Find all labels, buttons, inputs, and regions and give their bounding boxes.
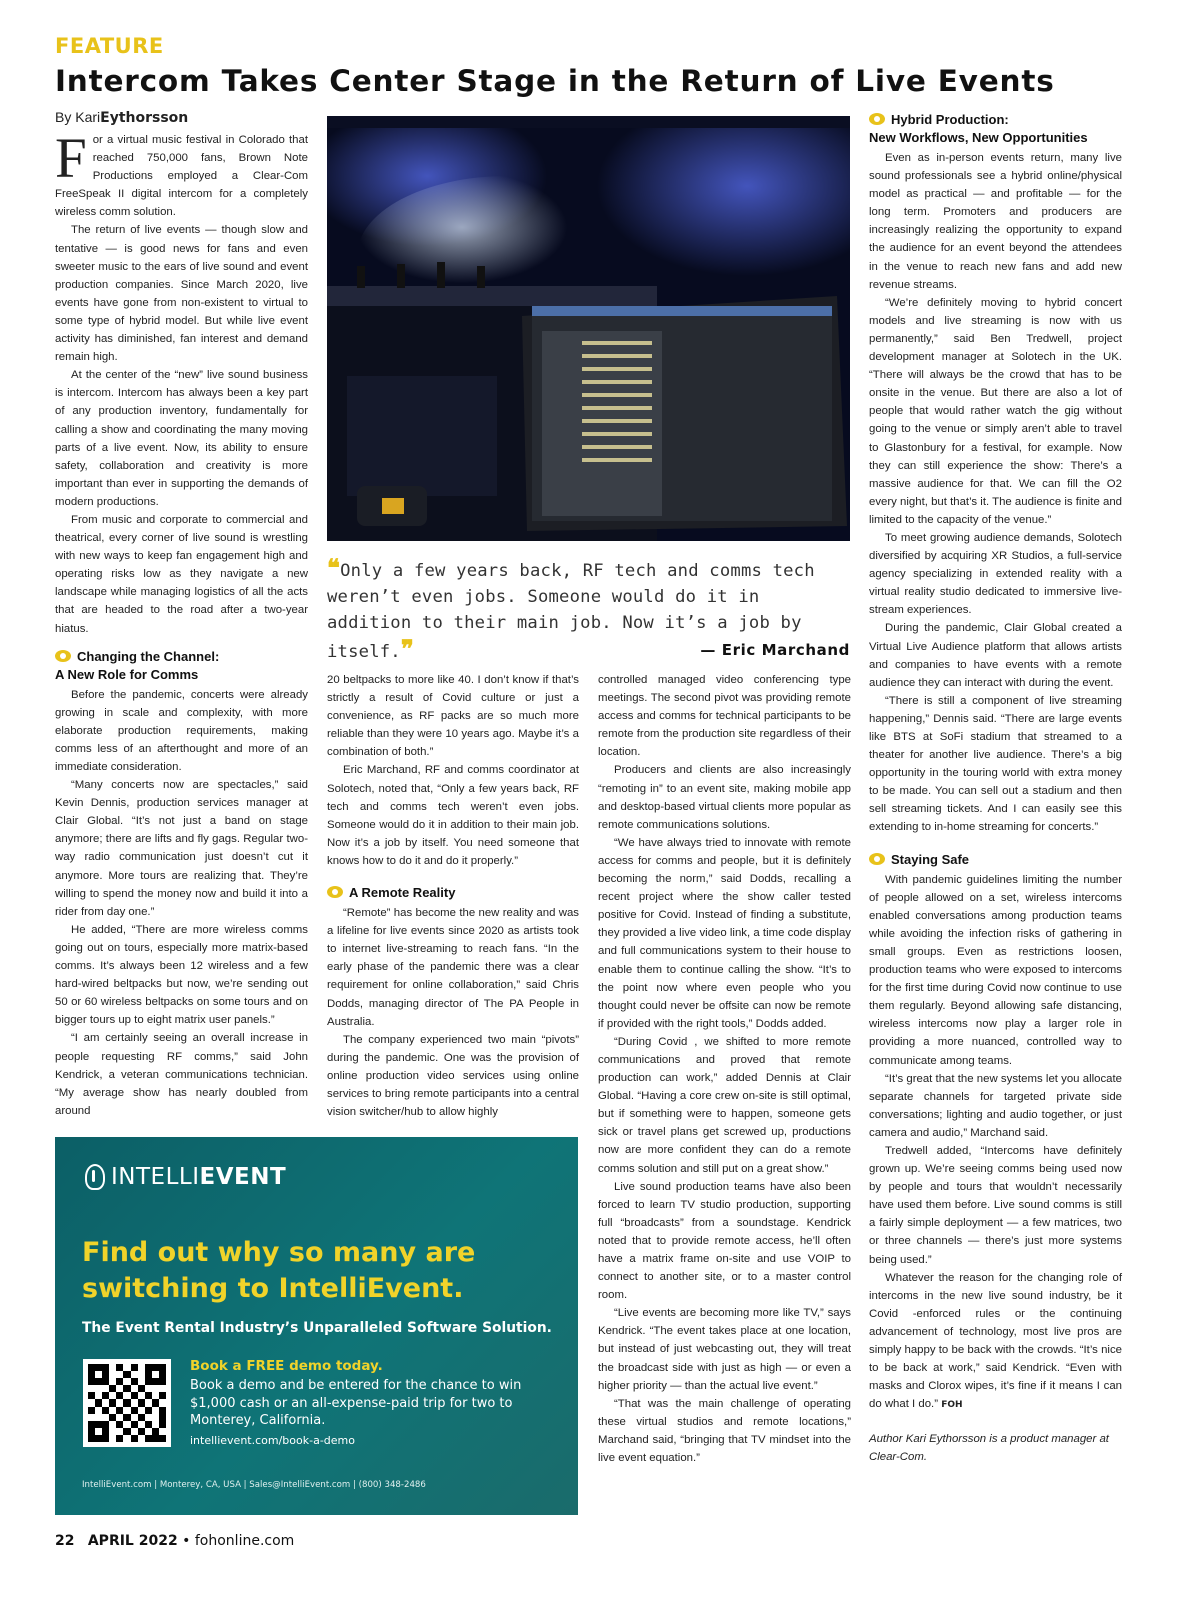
ad-cta-title: Book a FREE demo today. [190,1358,383,1374]
drop-cap: F [55,127,87,190]
subhead-changing-channel [55,648,308,684]
paragraph: “I am certainly seeing an overall increase in people requesting RF comms,” said John Kendrick, a veteran communications technician. “My average show has nearly doubled from around [55,1032,308,1117]
column-1 [55,127,308,1120]
eye-icon [327,886,343,898]
paragraph: Even as in-person events return, many live sound professionals see a hybrid online/physical model as practical — and profitable — for the long term. Promoters and producers are increasingly realizing the opportunity to expand the audience for an event beyond the attendees in the venue to reach new fans and add new revenue streams. [869,152,1122,291]
subhead-hybrid-production [869,111,1122,147]
brand-prefix: INTELLI [111,1164,200,1190]
paragraph: “There is still a component of live streaming happening,” Dennis said. “There are large events like BTS at SoFi stadium that streamed to a theater for another live audience. There’s a big opportunity in the touring world with extra money to be made. You can sell out a stadium and then sell streaming tickets. And I can easily see this extending to in-home streaming for concerts.” [869,694,1122,834]
paragraph: The company experienced two main “pivots” during the pandemic. One was the provision of online production video services using online services to bring remote participants into a central vision switcher/hub to allow highly [327,1033,579,1119]
paragraph: From music and corporate to commercial and theatrical, every corner of live sound is wrestling with new ways to keep fan engagement high and operating risks low as they navigate a new landscape while managing logistics of all the acts that are headed to the road after a two-year hiatus. [55,513,308,635]
paragraph: “Many concerts now are spectacles,” said Kevin Dennis, production services manager at Clair Global. “It’s not just a band on stage anymore; there are lifts and fly gags. Regular two-way radio communication just doesn’t cut it anymore. More tours are realizing that. They’re willing to spend the money now and build it into a rider from day one.” [55,779,308,918]
eye-icon [869,853,885,865]
paragraph: Before the pandemic, concerts were already growing in scale and complexity, with more elaborate production requirements, making comms less of an afterthought and more of an immediate consideration. [55,688,308,773]
concert-stage-illustration [327,116,850,541]
paragraph: “It’s great that the new systems let you allocate separate channels for targeted private side conversations; lighting and audio together, or just camera and audio,” Marchand said. [869,1072,1122,1139]
site-url: fohonline.com [194,1533,295,1549]
column-4 [869,111,1122,1467]
subhead-line: Hybrid Production: [891,112,1009,127]
paragraph: With pandemic guidelines limiting the number of people allowed on a set, wireless intercoms enabled conversations among production teams while avoiding the infection risks of gathering in small groups. Even as restrictions loosen, production teams who were exposed to intercoms for the first time during Covid now continue to use them regularly. Beyond allowing safe distancing, wireless intercoms now play a larger role in providing a more nuanced, controlled way to communicate among teams. [869,873,1122,1067]
paragraph: Live sound production teams have also been forced to learn TV studio production, supporting full “broadcasts” from a soundstage. Kendrick noted that to provide remote access, he’ll often have a matrix frame on-site and use VOIP to connect to another site, or to a master control room. [598,1180,851,1302]
ad-footer: IntelliEvent.com | Monterey, CA, USA | Sales@IntelliEvent.com | (800) 348-2486 [82,1480,426,1490]
paragraph: Producers and clients are also increasingly “remoting in” to an event site, making mobile app and desktop-based virtual clients more popular as remote communications solutions. [598,764,851,831]
paragraph: Eric Marchand, RF and comms coordinator at Solotech, noted that, “Only a few years back, RF tech and comms tech weren’t even jobs. Someone would do it in addition to their main job. Now it’s a job by itself. You need someone that knows how to do it and do it properly.” [327,764,579,867]
ad-url-link[interactable]: intellievent.com/book-a-demo [190,1434,355,1447]
lead-paragraph [55,127,308,221]
paragraph: At the center of the “new” live sound business is intercom. Intercom has always been a key part of any production inventory, fundamentally for calling a show and coordinating the many moving parts of a live event. Now, its ability to ensure safety, collaboration and creativity is more important than ever in supporting the demands of modern productions. [55,369,308,508]
subhead-staying-safe [869,851,1122,869]
paragraph: 20 beltpacks to more like 40. I don’t know if that’s strictly a result of Covid culture or just a convenience, as RF packs are so much more reliable than they were 10 years ago. Maybe it’s a combination of both.” [327,674,579,759]
byline-author: Eythorsson [100,110,189,126]
ad-headline: Find out why so many are switching to IntelliEvent. [82,1237,476,1304]
pull-quote-attribution: — Eric Marchand [700,641,850,659]
close-quote-mark: ❞ [400,634,414,663]
paragraph: He added, “There are more wireless comms going out on tours, especially more matrix-based comms. It’s always been 12 wireless and a few hard-wired beltpacks but now, we’re sending out 50 or 60 wireless beltpacks on some tours and on bigger tours up to eight matrix user panels.” [55,923,308,1027]
column-2 [327,671,579,1121]
paragraph: To meet growing audience demands, Solotech diversified by acquiring XR Studios, a full-service agency specializing in extended reality with a virtual reality studio dedicated to immersive live-stream experiences. [869,531,1122,617]
eye-icon [55,650,71,662]
open-quote-mark: ❝ [327,553,341,582]
page-folio: 22 APRIL 2022 • fohonline.com [55,1533,295,1549]
intellievent-ad[interactable] [55,1137,578,1515]
end-mark: FOH [941,1400,963,1411]
paragraph: The return of live events — though slow and tentative — is good news for fans and even sweeter music to the ears of live sound and event production companies. Since March 2020, live events have gone from non-existent to virtual to some type of hybrid model. But while live event activity has diminished, fan interest and demand remain high. [55,224,308,364]
byline [55,109,188,126]
issue-date: APRIL 2022 [87,1533,178,1549]
paragraph: “We’re definitely moving to hybrid concert models and live streaming is now with us permanently,” said Ben Tredwell, project development manager at Solotech in the UK. “There will always be the crowd that has to be onsite in the venue. But there are also a lot of people that would rather watch the gig without going to the venue or simply aren’t able to travel to Glastonbury for a festival, for example. Now they can still experience the show: There’s a massive audience for that. We can fill the O2 every night, but that’s it. The audience is finite and limited to the capacity of the venue.” [869,296,1122,526]
section-label: FEATURE [55,34,164,58]
paragraph: During the pandemic, Clair Global created a Virtual Live Audience platform that allows artists and companies to have events with a remote audience they can interact with during the event. [869,622,1122,689]
ad-brand-logo [85,1164,286,1190]
author-note: Author Kari Eythorsson is a product manager at Clear-Com. [869,1433,1109,1464]
paragraph-text: or a virtual music festival in Colorado that reached 750,000 fans, Brown Note Productions employed a Clear-Com FreeSpeak II digital intercom for a completely wireless comm solution. [55,134,308,219]
subhead-remote-reality [327,884,579,902]
ad-cta-body: Book a demo and be entered for the chance to win $1,000 cash or an all-expense-paid trip for two to Monterey, California. [190,1378,522,1428]
paragraph-text: Whatever the reason for the changing role of intercoms in the new live sound industry, be it Covid -enforced rules or the continuing advancement of technology, most live pros are simply happy to be back with the crowds. “It’s nice to be back at work,” said Kendrick. “Even with masks and Clorox wipes, it’s fine if it means I can do what I do.” [869,1271,1122,1411]
qr-code-icon[interactable] [83,1359,171,1447]
subhead-line: Staying Safe [891,851,970,867]
paragraph: controlled managed video conferencing type meetings. The second pivot was providing remote access and comms for technical participants to be remote from the production site regardless of their location. [598,674,851,759]
paragraph: “Remote” has become the new reality and was a lifeline for live events since 2020 as artists took to internet live-streaming to reach fans. “In the early phase of the pandemic there was a clear requirement for online collaboration,” said Chris Dodds, managing director of The PA People in Australia. [327,907,579,1028]
paragraph: “That was the main challenge of operating these virtual studios and remote locations,” Marchand said, “bringing that TV mindset into the live event equation.” [598,1397,851,1465]
column-3 [598,671,851,1467]
byline-prefix: By Kari [55,109,101,125]
eye-icon [869,113,885,125]
article-headline: Intercom Takes Center Stage in the Return of Live Events [55,64,1055,98]
qr-grid [88,1364,166,1442]
lightbulb-icon [85,1164,105,1190]
ad-subhead: The Event Rental Industry’s Unparalleled Software Solution. [82,1320,552,1336]
paragraph: “We have always tried to innovate with remote access for comms and people, but it is definitely becoming the norm,” said Dodds, recalling a recent project where the show caller tested positive for Covid. Instead of finding a substitute, they provided a live video link, a time code display and full communications system to their house to enable them to continue calling the show. “It’s to the point now where even people who you thought could never be offsite can now be remote if provided with the right tools,” Dodds added. [598,836,851,1030]
paragraph: “During Covid , we shifted to more remote communications and proved that remote production can work,” added Dennis at Clair Global. “Having a core crew on-site is still optimal, but if something were to happen, someone gets sick or travel plans get screwed up, productions now are more confident they can do a remote comms solution and still put on a great show.” [598,1035,851,1175]
subhead-line: New Workflows, New Opportunities [869,130,1088,145]
paragraph [869,1269,1122,1415]
paragraph: “Live events are becoming more like TV,” says Kendrick. “The event takes place at one location, but instead of just webcasting out, they will treat the broadcast side with just as high — or even a higher priority — than the actual live event.” [598,1307,851,1392]
brand-suffix: EVENT [199,1164,287,1190]
paragraph: Tredwell added, “Intercoms have definitely grown up. We’re seeing comms being used now by people and tours that wouldn’t necessarily have used them before. Live sound comms is still a fairly simple deployment — a few matrices, two or three channels — there’s just more systems being used.” [869,1144,1122,1266]
subhead-line: A Remote Reality [349,885,456,901]
concert-photo [327,116,850,541]
pull-quote-text: Only a few years back, RF tech and comms tech weren’t even jobs. Someone would do it in addition to their main job. Now it’s a job by itself. [327,561,815,662]
subhead-line: A New Role for Comms [55,666,199,682]
subhead-line: Changing the Channel: [77,648,220,664]
page-number: 22 [55,1533,75,1549]
